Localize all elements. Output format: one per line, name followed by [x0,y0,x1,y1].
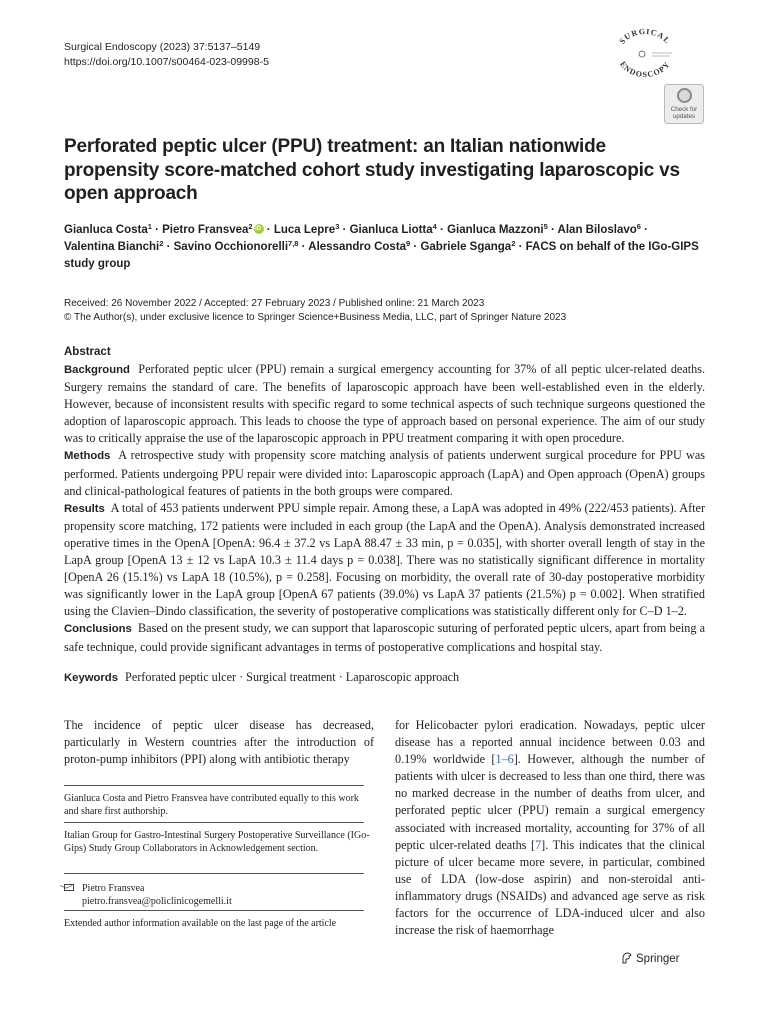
contact-name: Pietro Fransvea [82,883,145,894]
keywords-text: Perforated peptic ulcer · Surgical treatment · Laparoscopic approach [125,670,460,684]
affiliation-sup: 1 [147,222,152,231]
footnote-extended-info: Extended author information available on the last page of the article [64,918,337,929]
results-label: Results [64,502,105,515]
author-name[interactable]: Savino Occhionorelli [173,241,289,253]
conclusions-text: Based on the present study, we can support that laparoscopic suturing of perforated peptic ulcers, apart from being a safe technique, could provide significant advantages in terms of postoperative complications and hospital stay. [64,621,705,654]
footnote-equal-contribution: Gianluca Costa and Pietro Fransvea have contributed equally to this work and share first authorship. [64,793,359,817]
footnote-divider [64,822,364,823]
study-group: FACS on behalf of the IGo-GIPS study group [64,241,699,270]
publisher-name: Springer [636,953,680,965]
author-name[interactable]: Gianluca Liotta [349,224,433,236]
logo-bottom-text: ENDOSCOPY [618,59,672,78]
footnote-divider [64,785,364,786]
footnote-divider [64,910,364,911]
author-name[interactable]: Pietro Fransvea [162,224,249,236]
affiliation-sup: 2 [248,222,253,231]
journal-citation: Surgical Endoscopy (2023) 37:5137–5149 [64,41,261,53]
email-icon [64,884,74,891]
affiliation-sup: 5 [543,222,548,231]
svg-text:ENDOSCOPY [618,60,672,78]
background-text: Perforated peptic ulcer (PPU) remain a surgical emergency accounting for 37% of all peptic ulcer-related deaths. Surgery remains the standard of care. The benefits of laparoscopic approach have been well-established even in the elderly. However, because of inconsistent results with specific regard to some technical aspects of such technique surgeons questioned the adoption of laparoscopic approach. This leads to choose the type of approach based on personal experience. The aim of our study was to critically appraise the use of the laparoscopic approach in PPU treatment comparing it with open procedure. [64,362,705,446]
affiliation-sup: 7,8 [288,239,299,248]
affiliation-sup: 2 [159,239,164,248]
check-updates-icon [677,88,692,103]
affiliation-sup: 2 [511,239,516,248]
springer-horse-icon [621,952,632,964]
contact-email[interactable]: pietro.fransvea@policlinicogemelli.it [82,896,232,907]
abstract-background [64,361,705,447]
publisher-mark [621,952,679,966]
affiliation-sup: 4 [432,222,437,231]
check-for-updates-button[interactable] [664,84,704,124]
body-text: for Helicobacter pylori eradication. Nowadays, peptic ulcer disease has a reported annual incidence between 0.03 and 0.19% worldwide [ [395,718,705,767]
keywords [64,669,705,687]
conclusions-label: Conclusions [64,623,132,636]
affiliation-sup: 9 [406,239,411,248]
author-list: Gianluca Costa$^1$ · Pietro Fransvea$^2$iD · Luca Lepre$^3$ · Gianluca Liotta$^4$ · Gianluca Mazzoni$^5$ · Alan Biloslavo$^6$ · Valentina Bianchi$^2$ · Savino Occhionorelli$^{7,8}$ · Alessandro Costa$^9$ · Gabriele Sganga$^2$ · FACS on behalf of the IGo-GIPS study group [64,222,714,273]
journal-logo [606,28,684,78]
abstract-heading: Abstract [64,346,111,358]
doi-link[interactable]: https://doi.org/10.1007/s00464-023-09998-5 [64,56,269,68]
body-left-column: The incidence of peptic ulcer disease has decreased, particularly in Western countries after the introduction of proton-pump inhibitors (PPI) along with antibiotic therapy [64,718,374,767]
logo-top-text: SURGICAL [617,28,673,46]
author-name[interactable]: Valentina Bianchi [64,241,160,253]
copyright-notice: © The Author(s), under exclusive licence to Springer Science+Business Media, LLC, part of Springer Nature 2023 [64,312,567,323]
abstract-results [64,500,705,621]
author-name[interactable]: Alan Biloslavo [557,224,637,236]
check-updates-label: Check for updates [670,106,698,120]
reference-link[interactable]: 1–6 [495,752,514,767]
publication-dates: Received: 26 November 2022 / Accepted: 27 February 2023 / Published online: 21 March 2023 [64,298,485,309]
orcid-icon[interactable] [254,224,264,234]
footnote-divider [64,873,364,874]
methods-label: Methods [64,450,111,463]
footnote-contact [64,882,374,908]
keywords-label: Keywords [64,672,118,684]
results-text: A total of 453 patients underwent PPU simple repair. Among these, a LapA was adopted in 49% (222/453 patients). After propensity score matching, 172 patients were included in each group (the LapA and the OpenA). Analysis demonstrated increased operative times in the OpenA [OpenA: 96.4 ± 37.2 vs LapA 88.47 ± 33 min, p = 0.035], with shorter overall length of stay in the LapA group [OpenA 13 ± 12 vs LapA 10.3 ± 11.4 days p = 0.038]. There was no statistically significant difference in mortality [OpenA 26 (15.1%) vs LapA 18 (10.5%), p = 0.258]. Focusing on morbidity, the overall rate of 30-day postoperative morbidity was significantly lower in the LapA group [OpenA 67 patients (39.0%) vs LapA 37 patients (21.5%) p = 0.002]. When stratified using the Clavien–Dindo classification, the severity of postoperative complications was statistically different only for C–D 1–2. [64,500,705,619]
author-name[interactable]: Gianluca Costa [64,224,148,236]
author-name[interactable]: Luca Lepre [273,224,336,236]
abstract-body [64,361,705,656]
affiliation-sup: 3 [335,222,340,231]
abstract-conclusions [64,620,705,655]
abstract-methods [64,447,705,499]
author-name[interactable]: Alessandro Costa [308,241,407,253]
body-text: ]. This indicates that the clinical picture of ulcer became more severe, in particular, combined use of LDA (low-dose aspirin) and non-steroidal anti-inflammatory drugs (NSAIDs) and advanced age serve as risk factors for the occurrence of LDA-induced ulcer and also increase the risk of haemorrhage [395,837,705,938]
methods-text: A retrospective study with propensity score matching analysis of patients underwent surgical procedure for PPU was performed. Patients undergoing PPU repair were divided into: Laparoscopic approach (LapA) and Open approach (OpenA) groups and clinical-pathological features of patients in the both groups were compared. [64,448,706,498]
svg-text:SURGICAL [618,28,673,46]
background-label: Background [64,364,130,376]
author-name[interactable]: Gabriele Sganga [420,241,512,253]
author-name[interactable]: Gianluca Mazzoni [447,224,544,236]
body-text: ]. However, although the number of patients with ulcer is decreased to less than one third, there was no marked decrease in the number of deaths from ulcer, and perforated peptic ulcer (PPU) remain a surgical emergency associated with increased mortality, accounting for 37% of all peptic ulcer-related deaths [ [395,752,705,852]
affiliation-sup: 6 [636,222,641,231]
reference-link[interactable]: 7 [535,837,542,852]
article-title: Perforated peptic ulcer (PPU) treatment: an Italian nationwide propensity score-matched cohort study investigating laparoscopic vs open approach [64,136,680,204]
footnote-study-group: Italian Group for Gastro-Intestinal Surgery Postoperative Surveillance (IGo-Gips) Study Group Collaborators in Acknowledgement section. [64,830,370,854]
body-right-column [395,717,705,939]
